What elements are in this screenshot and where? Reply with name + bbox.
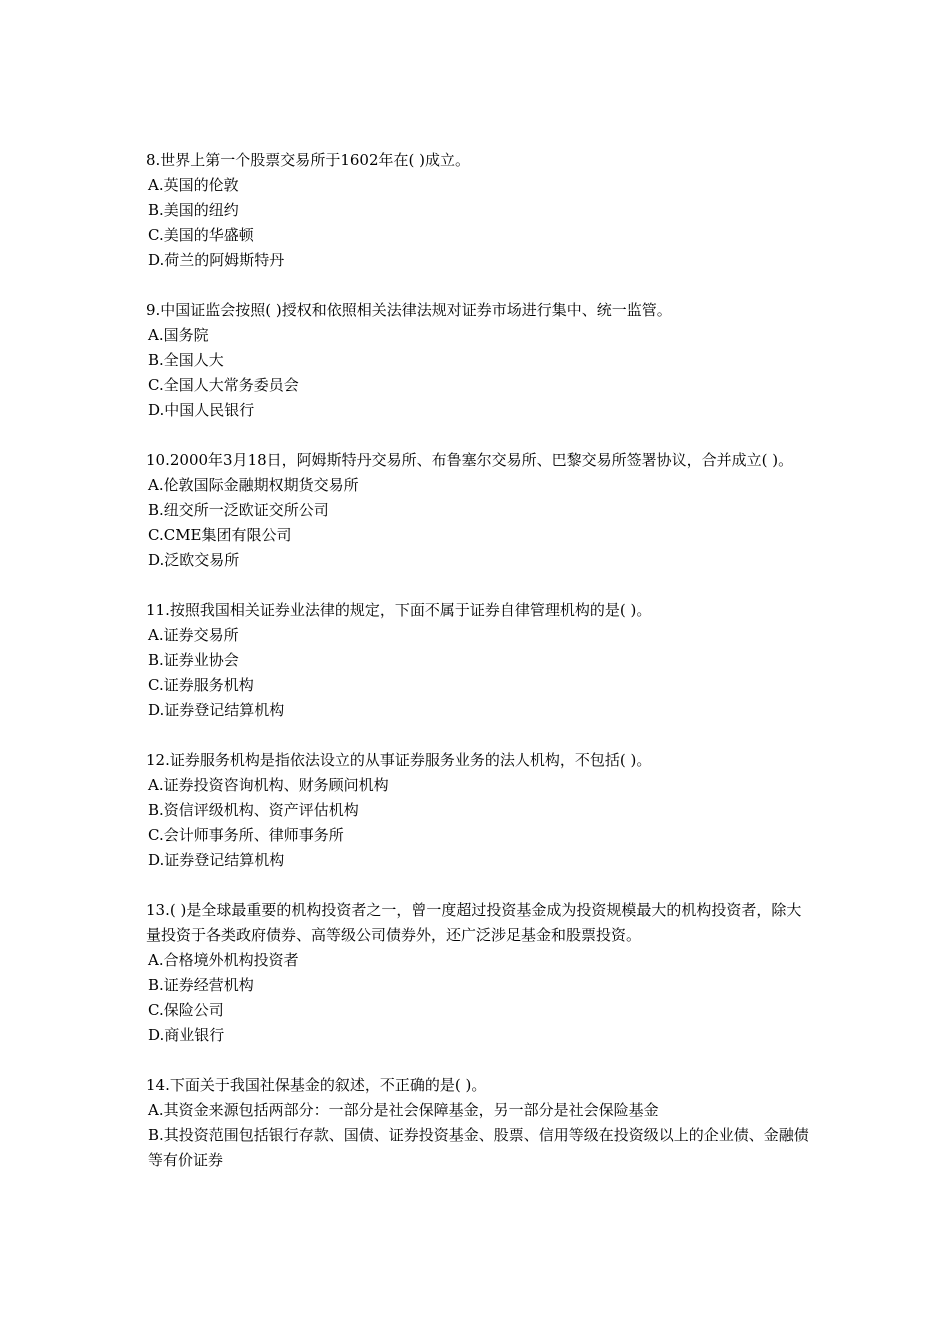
option-c: C.保险公司 bbox=[148, 1001, 224, 1019]
question-text: 12.证券服务机构是指依法设立的从事证券服务业务的法人机构，不包括( )。 bbox=[146, 751, 652, 769]
question-14 bbox=[146, 1073, 814, 1173]
option-b: B.资信评级机构、资产评估机构 bbox=[148, 801, 359, 819]
option-d: D.证券登记结算机构 bbox=[148, 701, 285, 719]
option-c: C.证券服务机构 bbox=[148, 676, 254, 694]
option-b: B.美国的纽约 bbox=[148, 201, 239, 219]
option-a: A.合格境外机构投资者 bbox=[148, 951, 299, 969]
option-a: A.国务院 bbox=[148, 326, 209, 344]
question-12 bbox=[146, 748, 814, 873]
option-c: C.CME集团有限公司 bbox=[148, 526, 292, 544]
question-9 bbox=[146, 298, 814, 423]
option-b: B.纽交所一泛欧证交所公司 bbox=[148, 501, 329, 519]
option-d: D.商业银行 bbox=[148, 1026, 225, 1044]
option-c: C.美国的华盛顿 bbox=[148, 226, 254, 244]
question-text: 9.中国证监会按照( )授权和依照相关法律法规对证券市场进行集中、统一监管。 bbox=[146, 301, 672, 319]
question-10 bbox=[146, 448, 814, 573]
option-c: C.全国人大常务委员会 bbox=[148, 376, 299, 394]
option-d: D.证券登记结算机构 bbox=[148, 851, 285, 869]
question-text: 11.按照我国相关证券业法律的规定，下面不属于证券自律管理机构的是( )。 bbox=[146, 601, 652, 619]
option-a: A.证券投资咨询机构、财务顾问机构 bbox=[148, 776, 389, 794]
option-a: A.伦敦国际金融期权期货交易所 bbox=[148, 476, 359, 494]
option-b: B.其投资范围包括银行存款、国债、证券投资基金、股票、信用等级在投资级以上的企业债、金融债等有价证券 bbox=[148, 1126, 809, 1169]
option-a: A.英国的伦敦 bbox=[148, 176, 239, 194]
option-a: A.其资金来源包括两部分：一部分是社会保障基金，另一部分是社会保险基金 bbox=[148, 1101, 659, 1119]
option-b: B.证券业协会 bbox=[148, 651, 239, 669]
question-8 bbox=[146, 148, 814, 273]
option-c: C.会计师事务所、律师事务所 bbox=[148, 826, 344, 844]
question-text: 10.2000年3月18日，阿姆斯特丹交易所、布鲁塞尔交易所、巴黎交易所签署协议，合并成立( )。 bbox=[146, 451, 794, 469]
question-text: 13.( )是全球最重要的机构投资者之一，曾一度超过投资基金成为投资规模最大的机构投资者，除大量投资于各类政府债券、高等级公司债券外，还广泛涉足基金和股票投资。 bbox=[146, 901, 802, 944]
option-d: D.中国人民银行 bbox=[148, 401, 255, 419]
question-11 bbox=[146, 598, 814, 723]
option-b: B.全国人大 bbox=[148, 351, 224, 369]
question-text: 8.世界上第一个股票交易所于1602年在( )成立。 bbox=[146, 151, 470, 169]
option-d: D.泛欧交易所 bbox=[148, 551, 240, 569]
question-text: 14.下面关于我国社保基金的叙述，不正确的是( )。 bbox=[146, 1076, 487, 1094]
option-d: D.荷兰的阿姆斯特丹 bbox=[148, 251, 285, 269]
question-13 bbox=[146, 898, 814, 1048]
option-a: A.证券交易所 bbox=[148, 626, 239, 644]
option-b: B.证券经营机构 bbox=[148, 976, 254, 994]
document-page bbox=[146, 148, 814, 1198]
